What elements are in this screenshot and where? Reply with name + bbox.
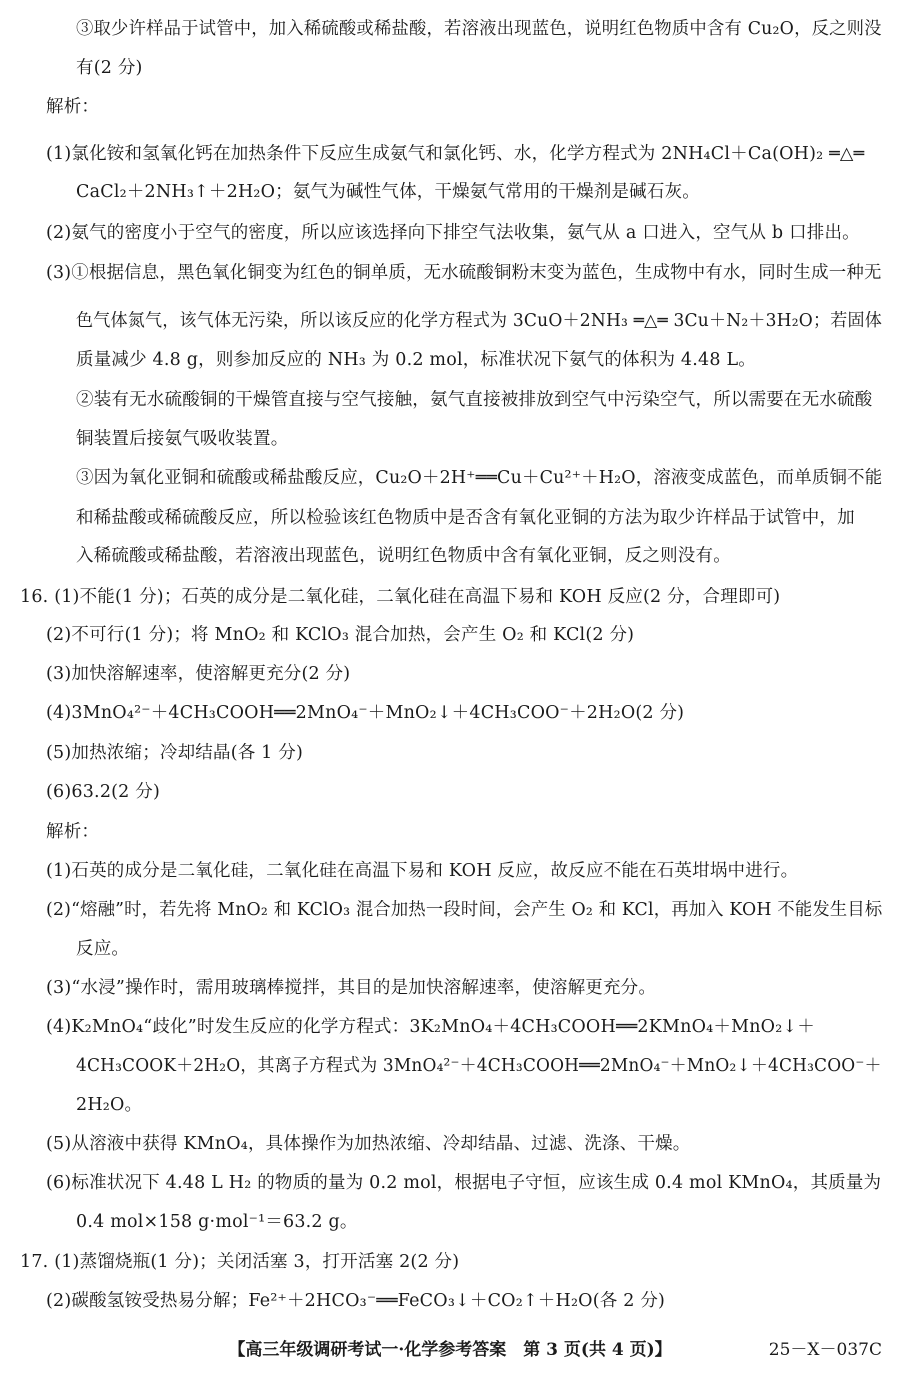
- text-line: 入稀硫酸或稀盐酸，若溶液出现蓝色，说明红色物质中含有氧化亚铜，反之则没有。: [76, 546, 731, 566]
- page-footer: [0, 1336, 900, 1364]
- text-line: 0.4 mol×158 g·mol⁻¹＝63.2 g。: [76, 1212, 358, 1232]
- analysis-heading: 解析：: [46, 822, 100, 842]
- text-line: 2H₂O。: [76, 1095, 143, 1115]
- text-line: (1)石英的成分是二氧化硅，二氧化硅在高温下易和 KOH 反应，故反应不能在石英坩埚中进行。: [46, 861, 799, 881]
- text-line: (5)加热浓缩；冷却结晶(各 1 分): [46, 743, 304, 763]
- text-line: (4)3MnO₄²⁻＋4CH₃COOH══2MnO₄⁻＋MnO₂↓＋4CH₃COO⁻＋2H₂O(2 分): [46, 703, 685, 723]
- text-line: (2)碳酸氢铵受热易分解；Fe²⁺＋2HCO₃⁻══FeCO₃↓＋CO₂↑＋H₂O(各 2 分): [46, 1291, 666, 1311]
- text-line: CaCl₂＋2NH₃↑＋2H₂O；氨气为碱性气体，干燥氨气常用的干燥剂是碱石灰。: [76, 182, 700, 202]
- text-line: (2)“熔融”时，若先将 MnO₂ 和 KClO₃ 混合加热一段时间，会产生 O₂ 和 KCl，再加入 KOH 不能发生目标: [46, 900, 883, 920]
- text-line: (6)标准状况下 4.48 L H₂ 的物质的量为 0.2 mol，根据电子守恒，应该生成 0.4 mol KMnO₄，其质量为: [46, 1173, 882, 1193]
- text-line: ③因为氧化亚铜和硫酸或稀盐酸反应，Cu₂O＋2H⁺══Cu＋Cu²⁺＋H₂O，溶液变成蓝色，而单质铜不能: [76, 468, 883, 488]
- question-17-answer: 17. (1)蒸馏烧瓶(1 分)；关闭活塞 3，打开活塞 2(2 分): [20, 1252, 460, 1272]
- text-line: (3)“水浸”操作时，需用玻璃棒搅拌，其目的是加快溶解速率，使溶解更充分。: [46, 978, 657, 998]
- text-line: 反应。: [76, 939, 130, 959]
- text-line: (1)氯化铵和氢氧化钙在加热条件下反应生成氨气和氯化钙、水，化学方程式为 2NH₄Cl＋Ca(OH)₂ ═△═: [46, 144, 865, 164]
- text-line: 和稀盐酸或稀硫酸反应，所以检验该红色物质中是否含有氧化亚铜的方法为取少许样品于试管中，加: [76, 508, 855, 528]
- text-line: ③取少许样品于试管中，加入稀硫酸或稀盐酸，若溶液出现蓝色，说明红色物质中含有 Cu₂O，反之则没: [76, 19, 882, 39]
- text-line: (3)加快溶解速率，使溶解更充分(2 分): [46, 664, 351, 684]
- question-16-answer: 16. (1)不能(1 分)；石英的成分是二氧化硅，二氧化硅在高温下易和 KOH 反应(2 分，合理即可): [20, 587, 781, 607]
- text-line: (6)63.2(2 分): [46, 782, 161, 802]
- text-line: 质量减少 4.8 g，则参加反应的 NH₃ 为 0.2 mol，标准状况下氨气的体积为 4.48 L。: [76, 350, 756, 370]
- text-line: (4)K₂MnO₄“歧化”时发生反应的化学方程式：3K₂MnO₄＋4CH₃COOH══2KMnO₄＋MnO₂↓＋: [46, 1017, 815, 1037]
- text-line: 有(2 分): [76, 58, 143, 78]
- text-line: (3)①根据信息，黑色氧化铜变为红色的铜单质，无水硫酸铜粉末变为蓝色，生成物中有水，同时生成一种无: [46, 263, 882, 283]
- footer-title: 【高三年级调研考试一·化学参考答案 第 3 页(共 4 页)】: [228, 1340, 672, 1360]
- footer-code: 25－X－037C: [768, 1340, 882, 1360]
- text-line: (5)从溶液中获得 KMnO₄，具体操作为加热浓缩、冷却结晶、过滤、洗涤、干燥。: [46, 1134, 691, 1154]
- text-line: 4CH₃COOK＋2H₂O，其离子方程式为 3MnO₄²⁻＋4CH₃COOH══2MnO₄⁻＋MnO₂↓＋4CH₃COO⁻＋: [76, 1056, 882, 1076]
- text-line: 色气体氮气，该气体无污染，所以该反应的化学方程式为 3CuO＋2NH₃ ═△═ 3Cu＋N₂＋3H₂O；若固体: [76, 311, 882, 331]
- text-line: (2)氨气的密度小于空气的密度，所以应该选择向下排空气法收集，氨气从 a 口进入，空气从 b 口排出。: [46, 223, 860, 243]
- text-line: 铜装置后接氨气吸收装置。: [76, 429, 289, 449]
- text-line: (2)不可行(1 分)；将 MnO₂ 和 KClO₃ 混合加热，会产生 O₂ 和 KCl(2 分): [46, 625, 635, 645]
- text-line: ②装有无水硫酸铜的干燥管直接与空气接触，氨气直接被排放到空气中污染空气，所以需要在无水硫酸: [76, 390, 873, 410]
- analysis-heading: 解析：: [46, 97, 100, 117]
